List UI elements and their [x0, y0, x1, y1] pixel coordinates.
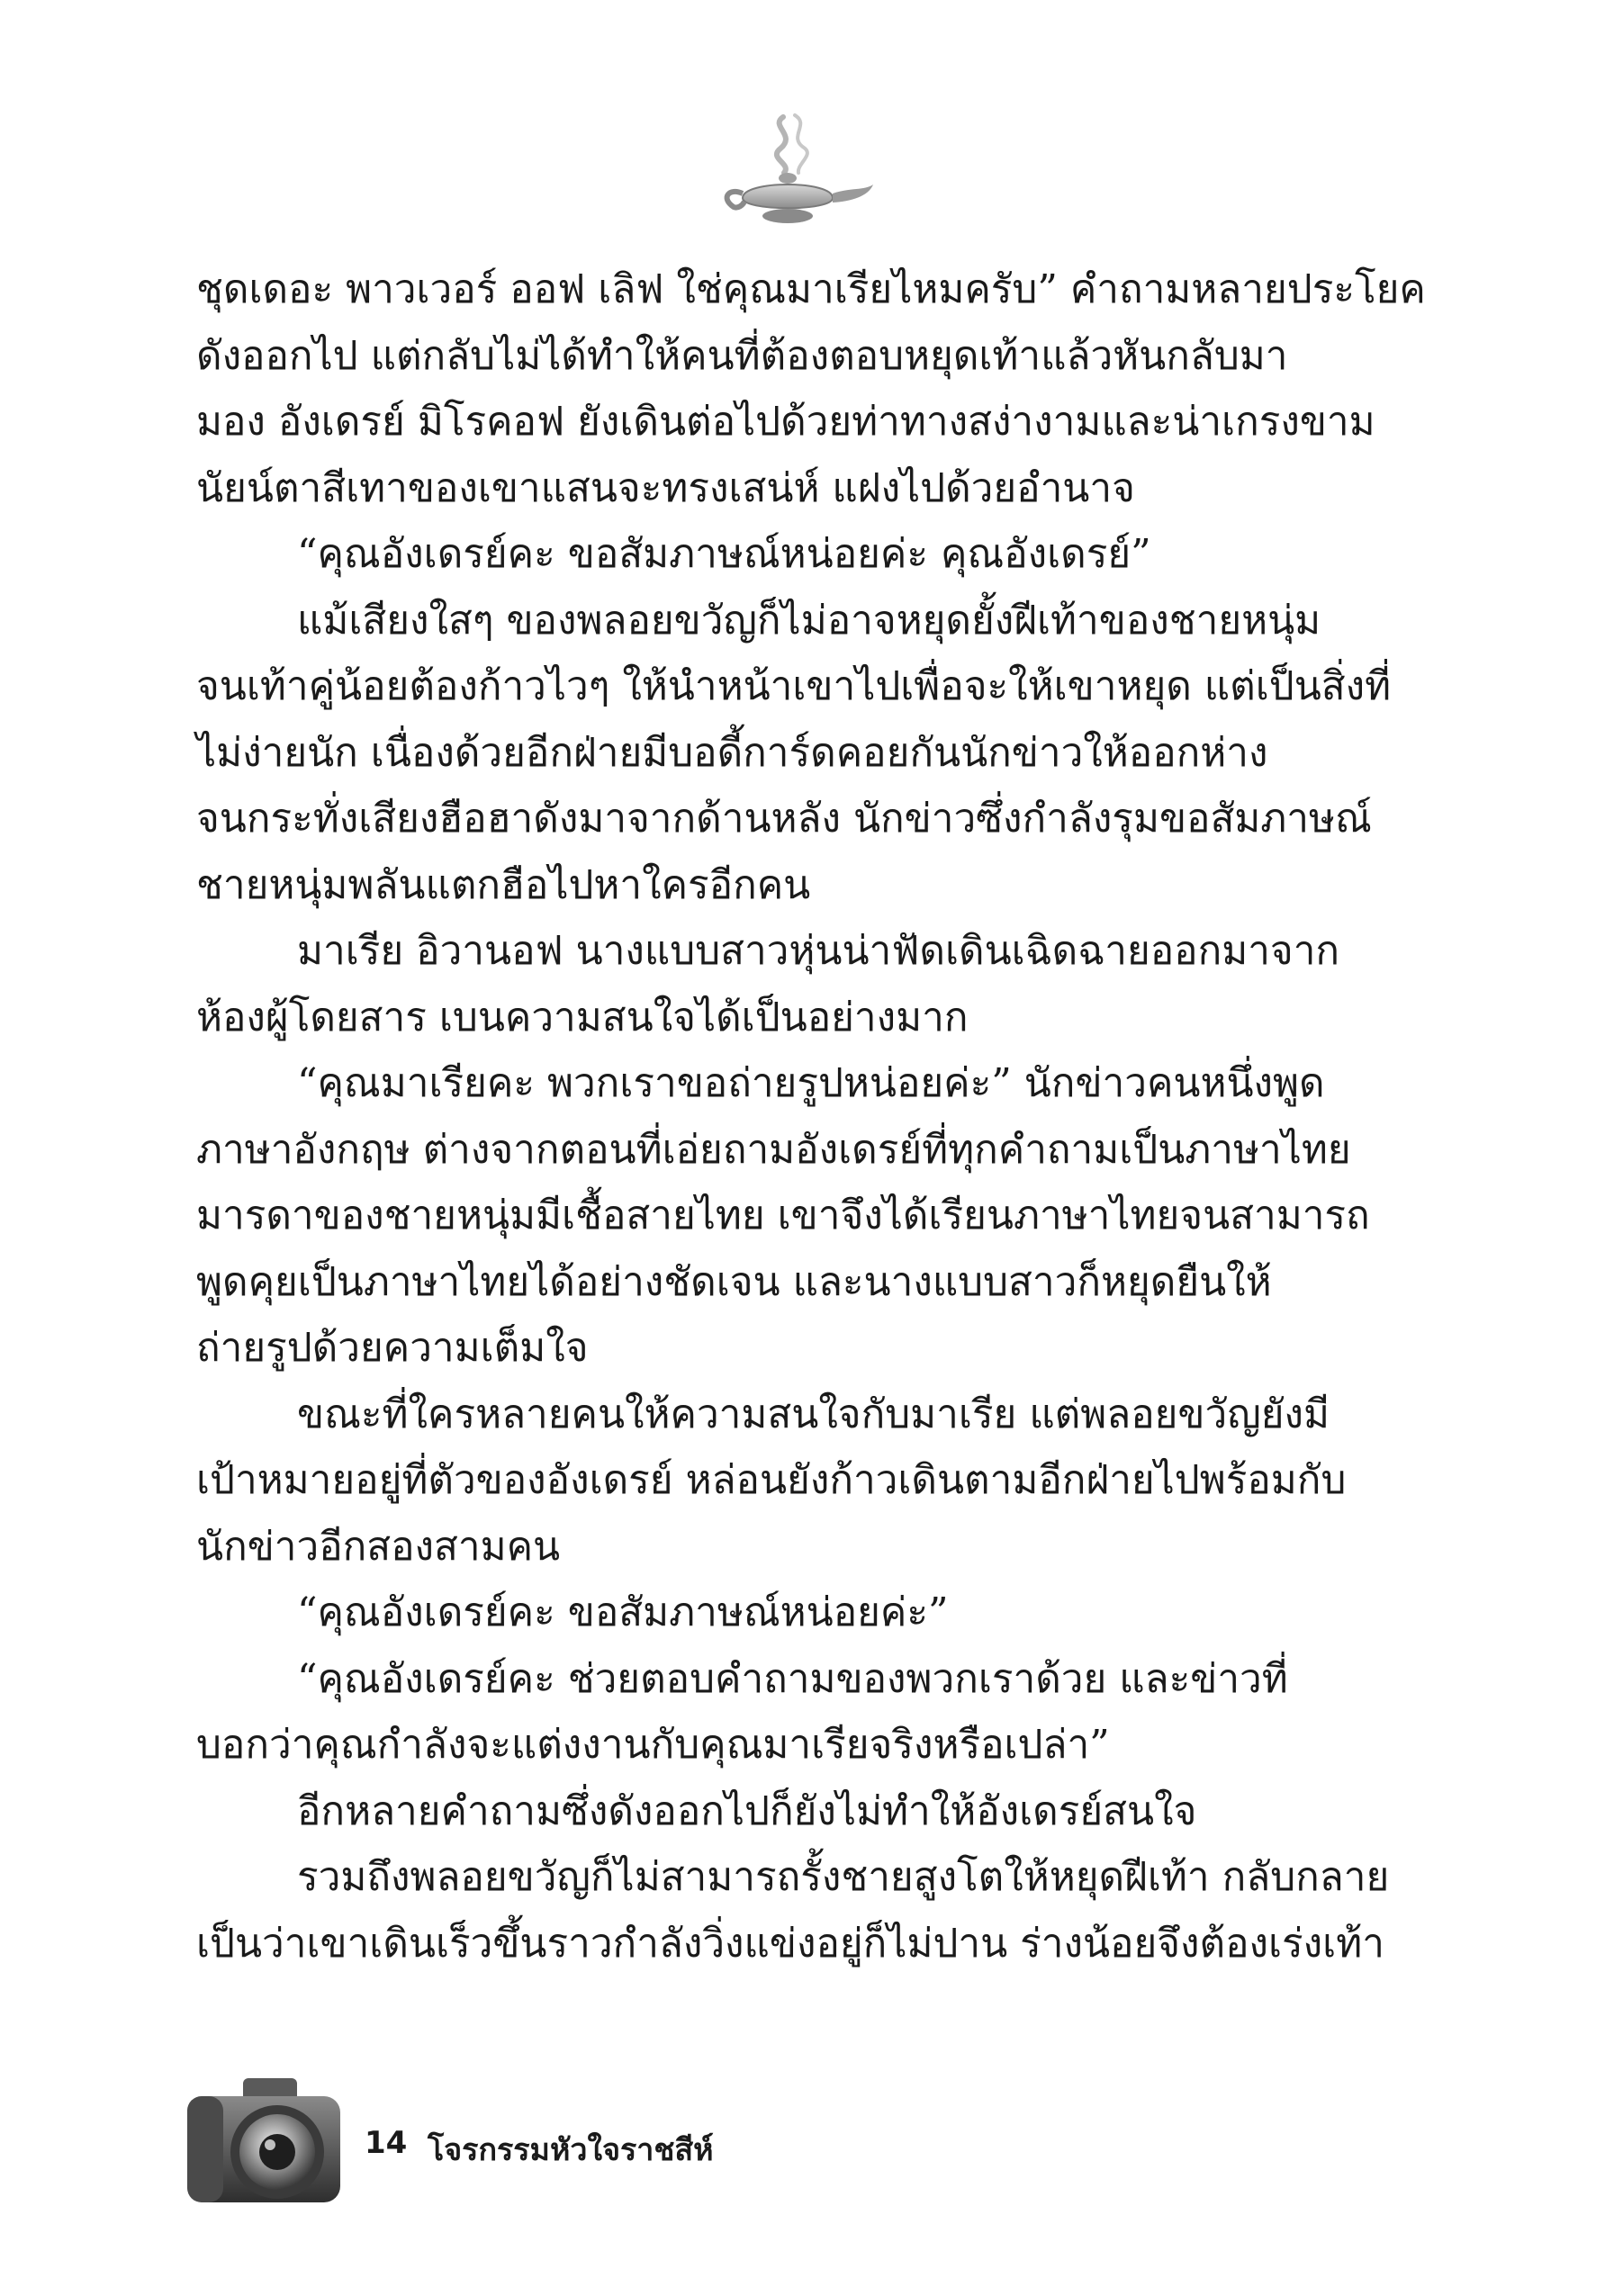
text-line: “คุณอังเดรย์คะ ขอสัมภาษณ์หน่อยค่ะ” — [297, 1589, 949, 1635]
book-title: โจรกรรมหัวใจราชสีห์ — [428, 2132, 714, 2168]
text-line: ชุดเดอะ พาวเวอร์ ออฟ เลิฟ ใช่คุณมาเรียไหมครับ” คำถามหลายประโยค — [196, 266, 1426, 312]
text-line: มารดาของชายหนุ่มมีเชื้อสายไทย เขาจึงได้เรียนภาษาไทยจนสามารถ — [196, 1193, 1370, 1238]
text-line: จนกระทั่งเสียงฮือฮาดังมาจากด้านหลัง นักข่าวซึ่งกำลังรุมขอสัมภาษณ์ — [196, 796, 1372, 842]
text-line: มาเรีย อิวานอฟ นางแบบสาวหุ่นน่าฟัดเดินเฉิดฉายออกมาจาก — [297, 928, 1340, 974]
text-line: บอกว่าคุณกำลังจะแต่งงานกับคุณมาเรียจริงหรือเปล่า” — [196, 1722, 1110, 1768]
text-line: มอง อังเดรย์ มิโรคอฟ ยังเดินต่อไปด้วยท่าทางสง่างามและน่าเกรงขาม — [196, 399, 1375, 445]
text-line: “คุณอังเดรย์คะ ช่วยตอบคำถามของพวกเราด้วย และข่าวที่ — [297, 1655, 1288, 1702]
text-line: อีกหลายคำถามซึ่งดังออกไปก็ยังไม่ทำให้อังเดรย์สนใจ — [297, 1787, 1197, 1834]
text-line: “คุณอังเดรย์คะ ขอสัมภาษณ์หน่อยค่ะ คุณอังเดรย์” — [297, 531, 1151, 577]
text-line: พูดคุยเป็นภาษาไทยได้อย่างชัดเจน และนางแบบสาวก็หยุดยืนให้ — [196, 1258, 1272, 1305]
page-number: 14 — [365, 2125, 408, 2161]
text-line: เป็นว่าเขาเดินเร็วขึ้นราวกำลังวิ่งแข่งอยู่ก็ไม่ปาน ร่างน้อยจึงต้องเร่งเท้า — [196, 1920, 1384, 1967]
page-footer — [180, 2075, 990, 2210]
text-line: รวมถึงพลอยขวัญก็ไม่สามารถรั้งชายสูงโตให้หยุดฝีเท้า กลับกลาย — [297, 1854, 1390, 1900]
text-line: “คุณมาเรียคะ พวกเราขอถ่ายรูปหน่อยค่ะ” นักข่าวคนหนึ่งพูด — [297, 1060, 1325, 1106]
text-line: จนเท้าคู่น้อยต้องก้าวไวๆ ให้นำหน้าเขาไปเพื่อจะให้เขาหยุด แต่เป็นสิ่งที่ — [196, 663, 1392, 709]
text-line: ไม่ง่ายนัก เนื่องด้วยอีกฝ่ายมีบอดี้การ์ดคอยกันนักข่าวให้ออกห่าง — [196, 729, 1268, 776]
text-line: ภาษาอังกฤษ ต่างจากตอนที่เอ่ยถามอังเดรย์ที่ทุกคำถามเป็นภาษาไทย — [196, 1126, 1351, 1173]
text-line: ชายหนุ่มพลันแตกฮือไปหาใครอีกคน — [196, 861, 811, 908]
text-line: ดังออกไป แต่กลับไม่ได้ทำให้คนที่ต้องตอบหยุดเท้าแล้วหันกลับมา — [196, 332, 1288, 379]
text-line: เป้าหมายอยู่ที่ตัวของอังเดรย์ หล่อนยังก้าวเดินตามอีกฝ่ายไปพร้อมกับ — [196, 1457, 1347, 1503]
text-line: ถ่ายรูปด้วยความเต็มใจ — [196, 1325, 589, 1371]
body-text — [196, 257, 1426, 1976]
text-line: ขณะที่ใครหลายคนให้ความสนใจกับมาเรีย แต่พลอยขวัญยังมี — [297, 1391, 1330, 1437]
camera-icon — [180, 2075, 347, 2210]
text-line: แม้เสียงใสๆ ของพลอยขวัญก็ไม่อาจหยุดยั้งฝีเท้าของชายหนุ่ม — [297, 597, 1321, 644]
genie-lamp-icon — [698, 108, 878, 234]
text-line: นักข่าวอีกสองสามคน — [196, 1523, 561, 1570]
text-line: นัยน์ตาสีเทาของเขาแสนจะทรงเสน่ห์ แฝงไปด้วยอำนาจ — [196, 464, 1135, 511]
text-line: ห้องผู้โดยสาร เบนความสนใจได้เป็นอย่างมาก — [196, 994, 969, 1040]
